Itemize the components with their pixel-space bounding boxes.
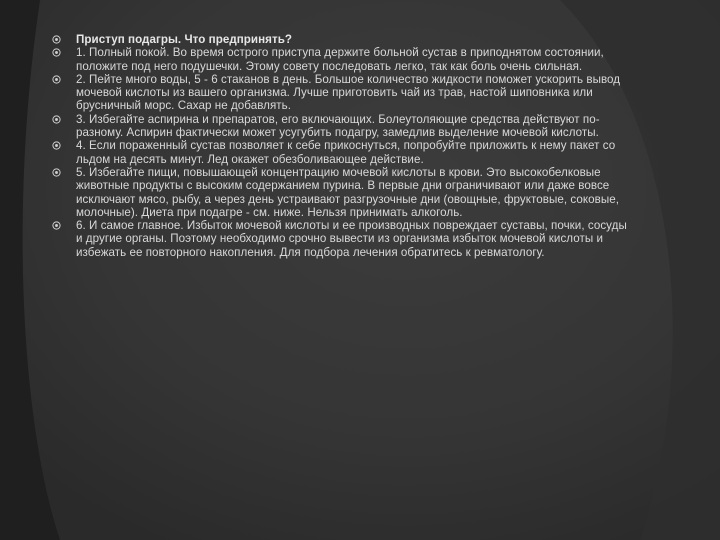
circled-dot-icon xyxy=(52,48,61,57)
list-item xyxy=(52,46,634,73)
circled-dot-icon xyxy=(52,35,61,44)
bullet-list xyxy=(52,33,634,259)
circled-dot-icon xyxy=(52,115,61,124)
slide-title xyxy=(52,33,634,46)
list-item-text: 3. Избегайте аспирина и препаратов, его включающих. Болеутоляющие средства действуют по-разному. Аспирин фактически может усугубить подагру, замедлив выделение мочевой кислоты. xyxy=(76,112,600,140)
circled-dot-icon xyxy=(52,168,61,177)
slide-title-text: Приступ подагры. Что предпринять? xyxy=(76,33,293,46)
list-item-text: 4. Если пораженный сустав позволяет к себе прикоснуться, попробуйте приложить к нему пакет со льдом на десять минут. Лед окажет обезболивающее действие. xyxy=(76,139,616,166)
circled-dot-icon xyxy=(52,221,61,230)
list-item xyxy=(52,166,634,219)
circled-dot-icon xyxy=(52,75,61,84)
list-item xyxy=(52,139,634,166)
slide-content xyxy=(52,33,634,259)
list-item-text: 2. Пейте много воды, 5 - 6 стаканов в день. Большое количество жидкости поможет ускорить вывод мочевой кислоты из вашего организма. Лучше приготовить чай из трав, настой шиповника или брусничный морс. Сахар не добавлять. xyxy=(76,72,621,113)
circled-dot-icon xyxy=(52,141,61,150)
list-item xyxy=(52,113,634,140)
list-item xyxy=(52,219,634,259)
list-item-text: 5. Избегайте пищи, повышающей концентрацию мочевой кислоты в крови. Это высокобелковые животные продукты с высоким содержанием пурина. В первые дни ограничивают или даже вовсе исключают мясо, рыбу, а через день устраивают разгрузочные дни (овощные, фруктовые, соковые, молочные). Диета при подагре - см. ниже. Нельзя принимать алкоголь. xyxy=(76,165,619,219)
list-item-text: 1. Полный покой. Во время острого приступа держите больной сустав в приподнятом состоянии, положите под него подушечки. Этому совету последовать легко, так как боль очень сильная. xyxy=(76,46,604,73)
list-item xyxy=(52,73,634,113)
list-item-text: 6. И самое главное. Избыток мочевой кислоты и ее производных повреждает суставы, почки, сосуды и другие органы. Поэтому необходимо срочно вывести из организма избыток мочевой кислоты и избежать ее повторного накопления. Для подбора лечения обратитесь к ревматологу. xyxy=(76,219,627,259)
